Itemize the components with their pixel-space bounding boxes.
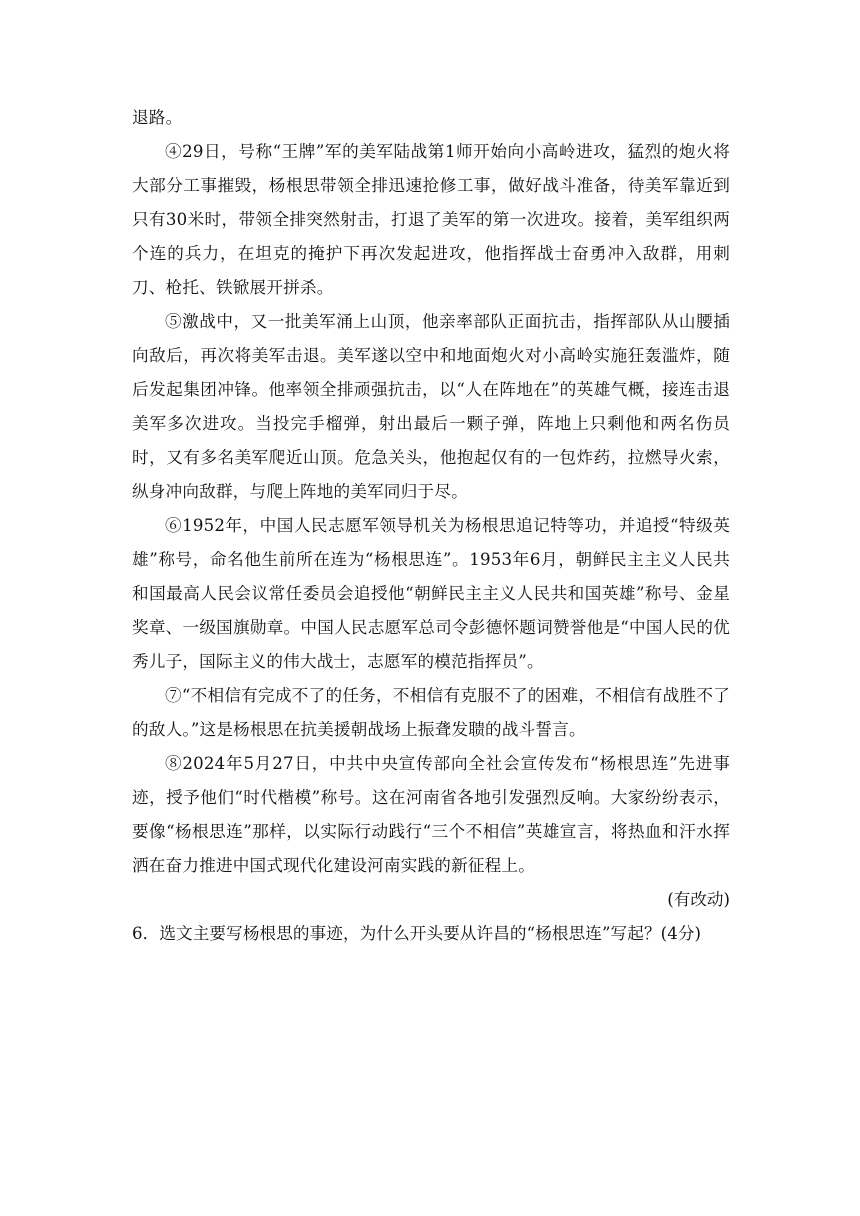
paragraph-5: ⑤激战中，又一批美军涌上山顶，他亲率部队正面抗击，指挥部队从山腰插向敌后，再次将美军击退。美军遂以空中和地面炮火对小高岭实施狂轰滥炸，随后发起集团冲锋。他率领全排顽强抗击，以“人在阵地在”的英雄气概，接连击退美军多次进攻。当投完手榴弹，射出最后一颗子弹，阵地上只剩他和两名伤员时，又有多名美军爬近山顶。危急关头，他抱起仅有的一包炸药，拉燃导火索，纵身冲向敌群，与爬上阵地的美军同归于尽。 [132,312,730,501]
paragraph-previous-end: 退路。 [132,108,183,127]
paragraph-7: ⑦“不相信有完成不了的任务，不相信有克服不了的困难，不相信有战胜不了的敌人。”这是杨根思在抗美援朝战场上振聋发聩的战斗誓言。 [132,686,730,739]
paragraph-4: ④29日，号称“王牌”军的美军陆战第1师开始向小高岭进攻，猛烈的炮火将大部分工事摧毁，杨根思带领全排迅速抢修工事，做好战斗准备，待美军靠近到只有30米时，带领全排突然射击，打退了美军的第一次进攻。接着，美军组织两个连的兵力，在坦克的掩护下再次发起进攻，他指挥战士奋勇冲入敌群，用刺刀、枪托、铁锨展开拼杀。 [132,142,730,297]
document-page [132,101,730,951]
paragraph-6: ⑥1952年，中国人民志愿军领导机关为杨根思追记特等功，并追授“特级英雄”称号，命名他生前所在连为“杨根思连”。1953年6月，朝鲜民主主义人民共和国最高人民会议常任委员会追授他“朝鲜民主主义人民共和国英雄”称号、金星奖章、一级国旗勋章。中国人民志愿军总司令彭德怀题词赞誉他是“中国人民的优秀儿子，国际主义的伟大战士，志愿军的模范指挥员”。 [132,516,730,671]
question-6: 6．选文主要写杨根思的事迹，为什么开头要从许昌的“杨根思连”写起？(4分) [132,924,702,943]
paragraph-8: ⑧2024年5月27日，中共中央宣传部向全社会宣传发布“杨根思连”先进事迹，授予他们“时代楷模”称号。这在河南省各地引发强烈反响。大家纷纷表示，要像“杨根思连”那样，以实际行动践行“三个不相信”英雄宣言，将热血和汗水挥洒在奋力推进中国式现代化建设河南实践的新征程上。 [132,754,730,875]
source-note: (有改动) [667,890,730,909]
